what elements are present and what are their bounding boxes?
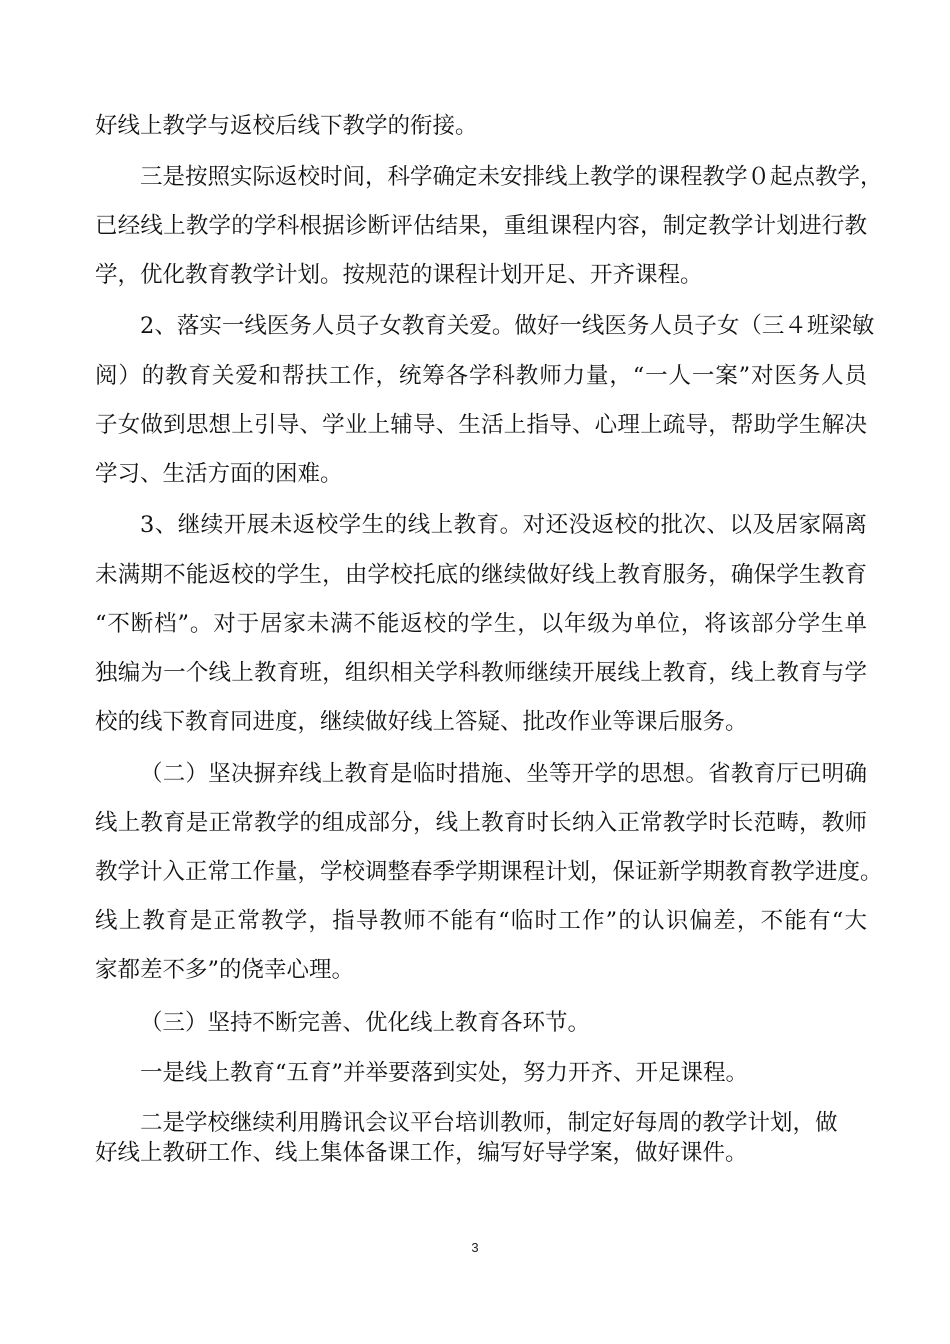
text-line: （三）坚持不断完善、优化线上教育各环节。 bbox=[140, 1010, 591, 1036]
text-line: 未满期不能返校的学生，由学校托底的继续做好线上教育服务，确保学生教育 bbox=[95, 562, 867, 588]
text-line: 独编为一个线上教育班，组织相关学科教师继续开展线上教育，线上教育与学 bbox=[95, 660, 867, 686]
text-line: 线上教育是正常教学的组成部分，线上教育时长纳入正常教学时长范畴，教师 bbox=[95, 810, 867, 836]
text-line: 家都差不多”的侥幸心理。 bbox=[95, 957, 355, 983]
text-line: 三是按照实际返校时间，科学确定未安排线上教学的课程教学０起点教学， bbox=[140, 164, 883, 190]
text-line: 好线上教研工作、线上集体备课工作，编写好导学案，做好课件。 bbox=[95, 1140, 748, 1166]
text-line: 线上教育是正常教学，指导教师不能有“临时工作”的认识偏差，不能有“大 bbox=[95, 908, 867, 934]
text-line: 一是线上教育“五育”并举要落到实处，努力开齐、开足课程。 bbox=[140, 1060, 749, 1086]
text-line: 3、继续开展未返校学生的线上教育。对还没返校的批次、以及居家隔离 bbox=[140, 512, 867, 538]
text-line: 2、落实一线医务人员子女教育关爱。做好一线医务人员子女（三４班梁敏 bbox=[140, 313, 875, 339]
text-line: “不断档”。对于居家未满不能返校的学生，以年级为单位，将该部分学生单 bbox=[95, 611, 867, 637]
text-line: （二）坚决摒弃线上教育是临时措施、坐等开学的思想。省教育厅已明确 bbox=[140, 761, 867, 787]
text-line: 校的线下教育同进度，继续做好线上答疑、批改作业等课后服务。 bbox=[95, 709, 748, 735]
text-line: 已经线上教学的学科根据诊断评估结果，重组课程内容，制定教学计划进行教 bbox=[95, 213, 867, 239]
text-line: 好线上教学与返校后线下教学的衔接。 bbox=[95, 113, 478, 139]
text-line: 子女做到思想上引导、学业上辅导、生活上指导、心理上疏导，帮助学生解决 bbox=[95, 412, 867, 438]
text-line: 二是学校继续利用腾讯会议平台培训教师，制定好每周的教学计划，做 bbox=[140, 1110, 838, 1136]
text-line: 教学计入正常工作量，学校调整春季学期课程计划，保证新学期教育教学进度。 bbox=[95, 859, 883, 885]
page-number: 3 bbox=[471, 1240, 479, 1255]
text-line: 学习、生活方面的困难。 bbox=[95, 461, 343, 487]
text-line: 阅）的教育关爱和帮扶工作，统筹各学科教师力量，“一人一案”对医务人员 bbox=[95, 363, 867, 389]
text-line: 学，优化教育教学计划。按规范的课程计划开足、开齐课程。 bbox=[95, 262, 703, 288]
